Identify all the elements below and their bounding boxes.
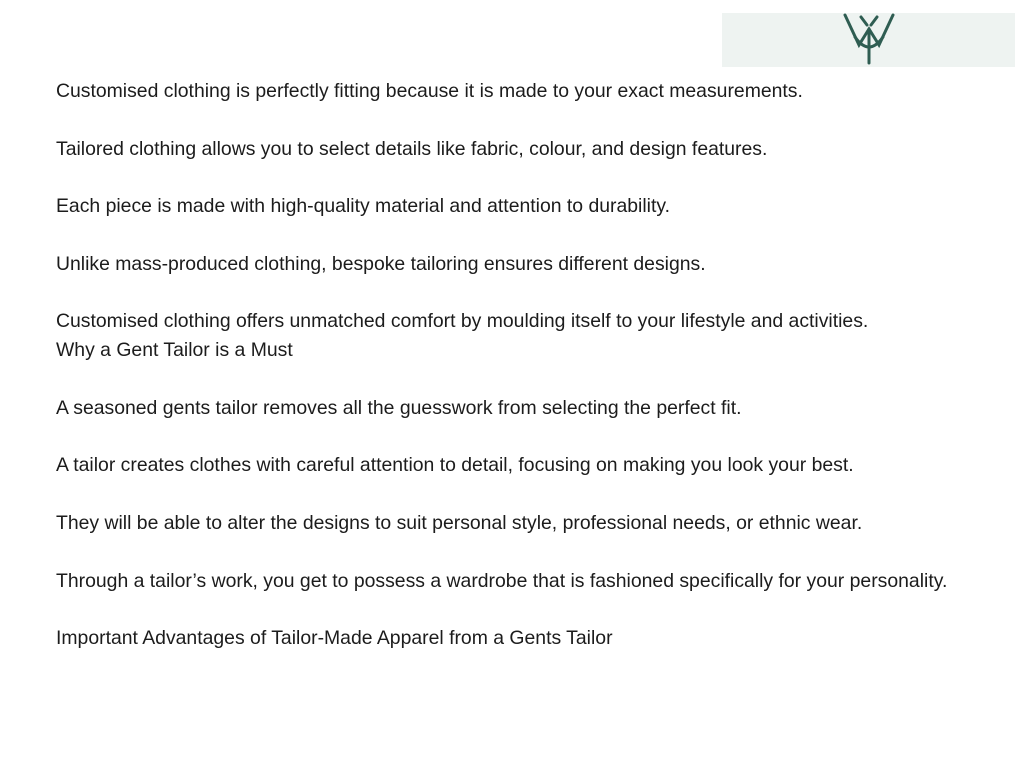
- document-body: [56, 77, 1018, 653]
- paragraph: Each piece is made with high-quality material and attention to durability.: [56, 195, 671, 218]
- paragraph: Through a tailor’s work, you get to possess a wardrobe that is fashioned specifically for your personality.: [56, 569, 948, 592]
- section-heading: Important Advantages of Tailor-Made Apparel from a Gents Tailor: [56, 627, 613, 650]
- paragraph: Unlike mass-produced clothing, bespoke tailoring ensures different designs.: [56, 252, 706, 275]
- paragraph: A seasoned gents tailor removes all the guesswork from selecting the perfect fit.: [56, 396, 742, 419]
- section-heading: Why a Gent Tailor is a Must: [56, 339, 293, 362]
- tailor-monogram-logo-icon: [839, 13, 899, 67]
- paragraph: Customised clothing is perfectly fitting because it is made to your exact measurements.: [56, 80, 803, 102]
- paragraph: A tailor creates clothes with careful attention to detail, focusing on making you look your best.: [56, 454, 854, 477]
- paragraph: They will be able to alter the designs to suit personal style, professional needs, or ethnic wear.: [56, 511, 863, 534]
- logo-banner: [722, 13, 1015, 67]
- paragraph: Customised clothing offers unmatched comfort by moulding itself to your lifestyle and activities.: [56, 310, 869, 333]
- paragraph: Tailored clothing allows you to select details like fabric, colour, and design features.: [56, 137, 768, 160]
